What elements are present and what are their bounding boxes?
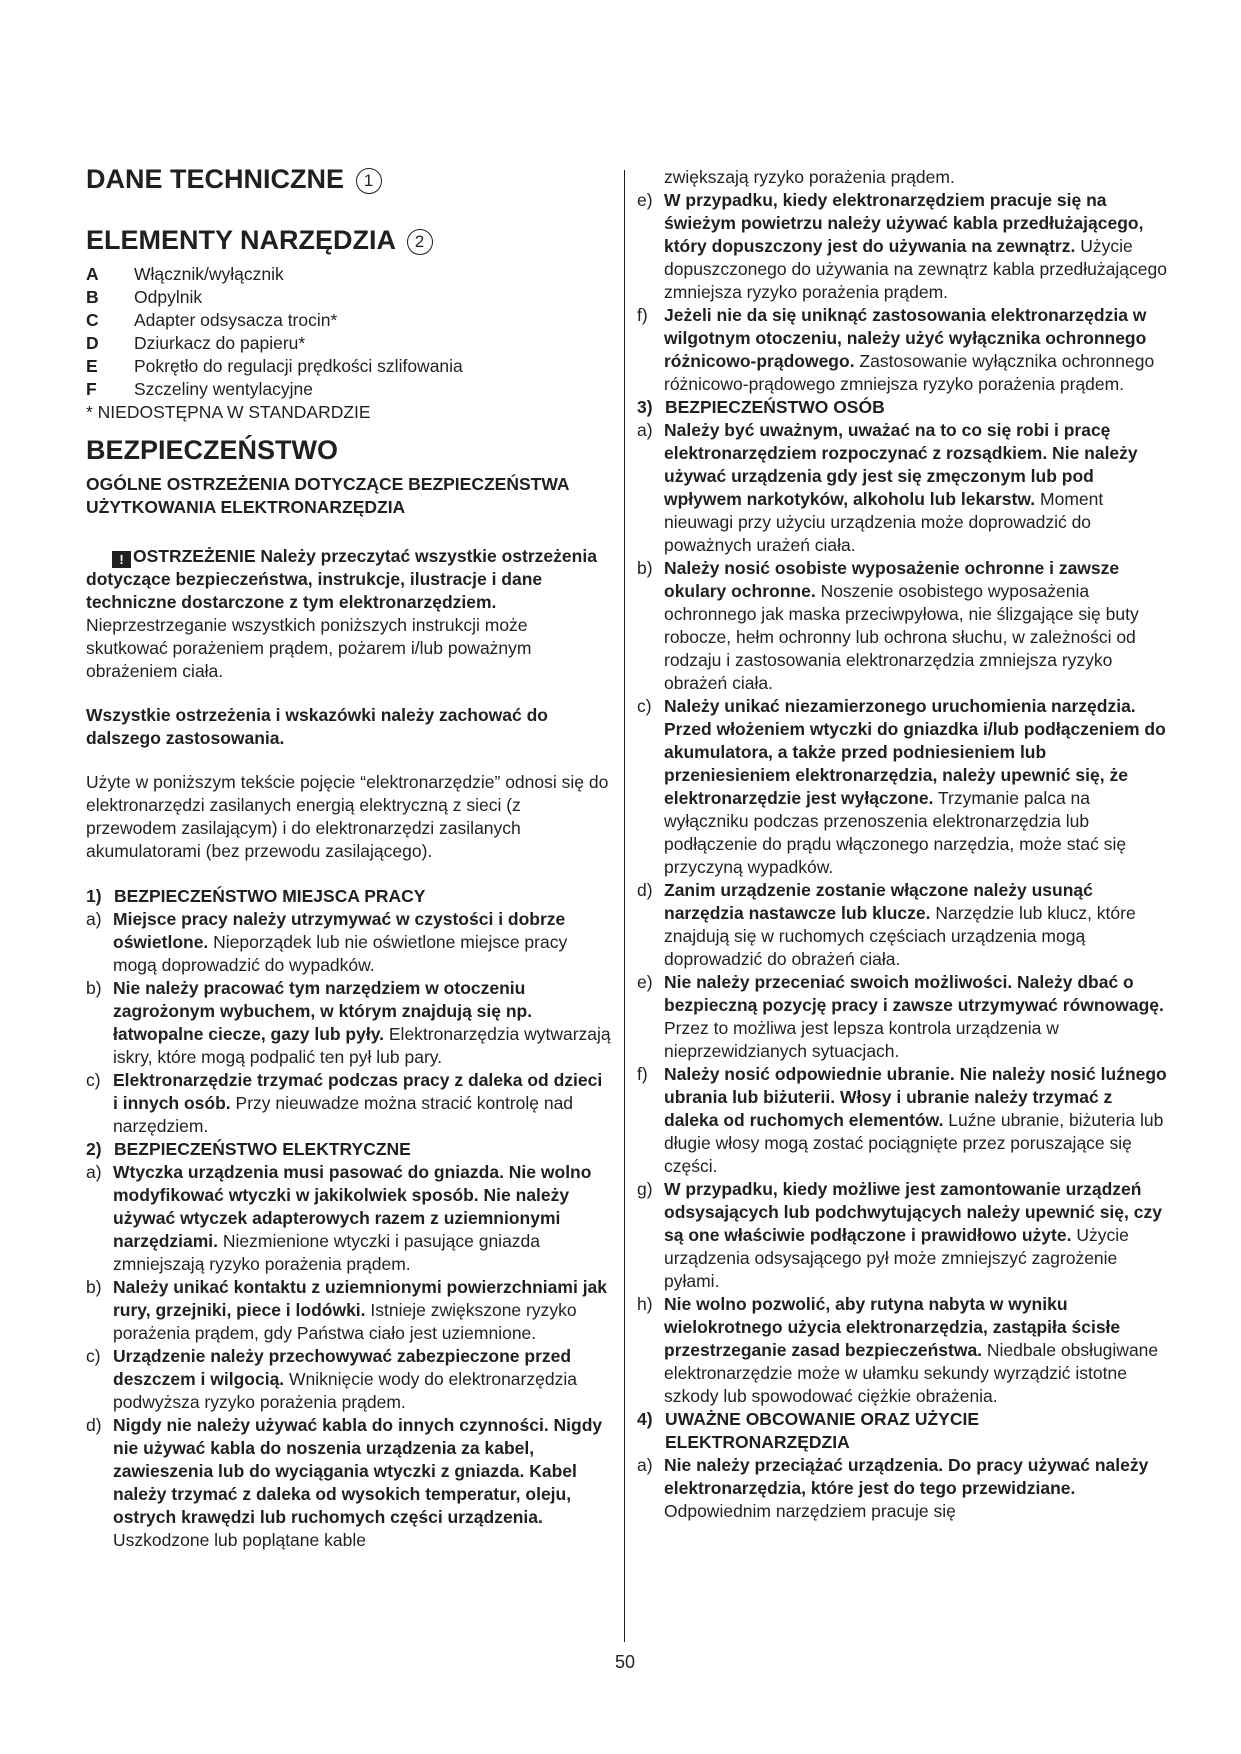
page-number: 50 bbox=[614, 1652, 636, 1672]
component-item: A Włącznik/wyłącznik bbox=[86, 264, 284, 284]
warning-paragraph: ! OSTRZEŻENIE Należy przeczytać wszystkie ostrzeżenia dotyczące bezpieczeństwa, instrukcje, ilustracje i dane techniczne dostarczone z tym elektronarzędziem. Nieprzestrzeganie wszystkich poniższych instrukcji może skutkować porażeniem prądem, pożarem i/lub poważnym obrażeniem ciała. bbox=[86, 546, 597, 681]
safety-item: a) Należy być uważnym, uważać na to co się robi i pracę elektronarzędziem rozpoczynać z rozsądkiem. Nie należy używać urządzenia gdy jest się zmęczonym lub pod wpływem narkotyków, alkoholu lub lekarstw. Moment nieuwagi przy użyciu urządzenia może doprowadzić do poważnych urażeń ciała. bbox=[637, 420, 1138, 555]
safety-heading: BEZPIECZEŃSTWO bbox=[86, 435, 339, 465]
safety-item: b) Należy nosić osobiste wyposażenie ochronne i zawsze okulary ochronne. Noszenie osobistego wyposażenia ochronnego jak maska przeciwpyłowa, nie ślizgające się buty robocze, hełm ochronny lub ochrona słuchu, w zależności od rodzaju i zastosowania elektronarzędzia zmniejsza ryzyko obrażeń ciała. bbox=[637, 558, 1139, 693]
continued-text: zwiększają ryzyko porażenia prądem. bbox=[664, 167, 955, 187]
component-item: B Odpylnik bbox=[86, 287, 203, 307]
term-definition-note: Użyte w poniższym tekście pojęcie “elektronarzędzie” odnosi się do elektronarzędzi zasilanych energią elektryczną z sieci (z przewodem zasilającym) i do elektronarzędzi zasilanych akumulatorami (bez przewodu zasilającego). bbox=[86, 772, 609, 861]
safety-item: b) Nie należy pracować tym narzędziem w otoczeniu zagrożonym wybuchem, w którym znajdują się np. łatwopalne ciecze, gazy lub pyły. Elektronarzędzia wytwarzają iskry, które mogą podpalić ten pył lub pary. bbox=[86, 978, 611, 1067]
right-column bbox=[637, 166, 1167, 1523]
technical-data-heading: DANE TECHNICZNE 1 bbox=[86, 163, 611, 196]
figure-1-ref: 1 bbox=[356, 168, 382, 194]
warning-triangle-icon: ! bbox=[112, 551, 131, 568]
component-item: F Szczeliny wentylacyjne bbox=[86, 379, 313, 399]
not-standard-note: * NIEDOSTĘPNA W STANDARDZIE bbox=[86, 402, 371, 422]
safety-item: a) Nie należy przeciążać urządzenia. Do pracy używać należy elektronarzędzia, które jest do tego przewidziane. Odpowiednim narzędziem pracuje się bbox=[637, 1455, 1149, 1521]
safety-item: c) Należy unikać niezamierzonego uruchomienia narzędzia. Przed włożeniem wtyczki do gniazdka i/lub podłączeniem do akumulatora, a także przed podniesieniem lub przeniesieniem elektronarzędzia, należy upewnić się, że elektronarzędzie jest wyłączone. Trzymanie palca na wyłączniku podczas przenoszenia elektronarzędzia lub podłączenie do prądu włączonego narzędzia, może stać się przyczyną wypadków. bbox=[637, 696, 1166, 877]
components-list bbox=[86, 263, 611, 401]
section-4: 4) UWAŻNE OBCOWANIE ORAZ UŻYCIE ELEKTRONARZĘDZIA a) Nie należy przeciążać urządzenia. Do pracy używać należy elektronarzędzia, które jest do tego przewidziane. Odpowiednim narzędziem pracuje się bbox=[637, 1408, 1167, 1523]
safety-item: e) W przypadku, kiedy elektronarzędziem pracuje się na świeżym powietrzu należy używać kabla przedłużającego, który dopuszczony jest do używania na zewnątrz. Użycie dopuszczonego do używania na zewnątrz kabla przedłużającego zmniejsza ryzyko porażenia prądem. bbox=[637, 190, 1167, 302]
safety-item: c) Urządzenie należy przechowywać zabezpieczone przed deszczem i wilgocią. Wniknięcie wody do elektronarzędzia podwyższa ryzyko porażenia prądem. bbox=[86, 1346, 577, 1412]
component-item: E Pokrętło do regulacji prędkości szlifowania bbox=[86, 356, 463, 376]
safety-item: c) Elektronarzędzie trzymać podczas pracy z daleka od dzieci i innych osób. Przy nieuwadze można stracić kontrolę nad narzędziem. bbox=[86, 1070, 603, 1136]
safety-item: g) W przypadku, kiedy możliwe jest zamontowanie urządzeń odsysających lub podchwytujących należy upewnić się, czy są one właściwie podłączone i prawidłowo użyte. Użycie urządzenia odsysającego pył może zmniejszyć zagrożenie pyłami. bbox=[637, 1179, 1162, 1291]
tool-components-heading: ELEMENTY NARZĘDZIA 2 bbox=[86, 224, 611, 257]
safety-item: e) Nie należy przeceniać swoich możliwości. Należy dbać o bezpieczną pozycję pracy i zawsze utrzymywać równowagę. Przez to możliwa jest lepsza kontrola urządzenia w nieprzewidzianych sytuacjach. bbox=[637, 972, 1164, 1061]
component-item: C Adapter odsysacza trocin* bbox=[86, 310, 338, 330]
safety-item: f) Jeżeli nie da się uniknąć zastosowania elektronarzędzia w wilgotnym otoczeniu, należy użyć wyłącznika ochronnego różnicowo-prądowego. Zastosowanie wyłącznika ochronnego różnicowo-prądowego zmniejsza ryzyko porażenia prądem. bbox=[637, 305, 1155, 394]
safety-item: f) Należy nosić odpowiednie ubranie. Nie należy nosić luźnego ubrania lub biżuterii. Włosy i ubranie należy trzymać z daleka od ruchomych elementów. Luźne ubranie, biżuteria lub długie włosy mogą zostać pociągnięte przez poruszające się części. bbox=[637, 1064, 1167, 1176]
section-2: 2) BEZPIECZEŃSTWO ELEKTRYCZNE a) Wtyczka urządzenia musi pasować do gniazda. Nie wolno modyfikować wtyczki w jakikolwiek sposób. Nie należy używać wtyczek adapterowych razem z uziemnionymi narzędziami. Niezmienione wtyczki i pasujące gniazda zmniejszają ryzyko porażenia prądem. b) Należy unikać kontaktu z uziemnionymi powierzchniami jak rury, grzejniki, piece i lodówki. Istnieje zwiększone ryzyko porażenia prądem, gdy Państwa ciało jest uziemnione. c) Urządzenie należy przechowywać zabezpieczone przed deszczem i wilgocią. Wniknięcie wody do elektronarzędzia podwyższa ryzyko porażenia prądem. d) Nigdy nie należy używać kabla do innych czynności. Nigdy nie używać kabla do noszenia urządzenia za kabel, zawieszenia lub do wyciągania wtyczki z gniazda. Kabel należy trzymać z daleka od wysokich temperatur, oleju, ostrych krawędzi lub ruchomych części urządzenia. Uszkodzone lub poplątane kable bbox=[86, 1138, 611, 1552]
keep-instructions-note: Wszystkie ostrzeżenia i wskazówki należy zachować do dalszego zastosowania. bbox=[86, 705, 548, 748]
left-column bbox=[86, 163, 611, 1552]
section-3: 3) BEZPIECZEŃSTWO OSÓB a) Należy być uważnym, uważać na to co się robi i pracę elektronarzędziem rozpoczynać z rozsądkiem. Nie należy używać urządzenia gdy jest się zmęczonym lub pod wpływem narkotyków, alkoholu lub lekarstw. Moment nieuwagi przy użyciu urządzenia może doprowadzić do poważnych urażeń ciała. b) Należy nosić osobiste wyposażenie ochronne i zawsze okulary ochronne. Noszenie osobistego wyposażenia ochronnego jak maska przeciwpyłowa, nie ślizgające się buty robocze, hełm ochronny lub ochrona słuchu, w zależności od rodzaju i zastosowania elektronarzędzia zmniejsza ryzyko obrażeń ciała. c) Należy unikać niezamierzonego uruchomienia narzędzia. Przed włożeniem wtyczki do gniazdka i/lub podłączeniem do akumulatora, a także przed podniesieniem lub przeniesieniem elektronarzędzia, należy upewnić się, że elektronarzędzie jest wyłączone. Trzymanie palca na wyłączniku podczas przenoszenia elektronarzędzia lub podłączenie do prądu włączonego narzędzia, może stać się przyczyną wypadków. d) Zanim urządzenie zostanie włączone należy usunąć narzędzia nastawcze lub klucze. Narzędzie lub klucz, które znajdują się w ruchomych częściach urządzenia mogą doprowadzić do obrażeń ciała. e) Nie należy przeceniać swoich możliwości. Należy dbać o bezpieczną pozycję pracy i zawsze utrzymywać równowagę. Przez to możliwa jest lepsza kontrola urządzenia w nieprzewidzianych sytuacjach. f) Należy nosić odpowiednie ubranie. Nie należy nosić luźnego ubrania lub biżuterii. Włosy i ubranie należy trzymać z daleka od ruchomych elementów. Luźne ubranie, biżuteria lub długie włosy mogą zostać pociągnięte przez poruszające się części. g) W przypadku, kiedy możliwe jest zamontowanie urządzeń odsysających lub podchwytujących należy upewnić się, czy są one właściwie podłączone i prawidłowo użyte. Użycie urządzenia odsysającego pył może zmniejszyć zagrożenie pyłami. h) Nie wolno pozwolić, aby rutyna nabyta w wyniku wielokrotnego użycia elektronarzędzia, zastąpiła ścisłe przestrzeganie zasad bezpieczeństwa. Niedbale obsługiwane elektronarzędzie może w ułamku sekundy wyrządzić istotne szkody lub spowodować ciężkie obrażenia. bbox=[637, 397, 1167, 1406]
safety-item: d) Nigdy nie należy używać kabla do innych czynności. Nigdy nie używać kabla do noszenia urządzenia za kabel, zawieszenia lub do wyciągania wtyczki z gniazda. Kabel należy trzymać z daleka od wysokich temperatur, oleju, ostrych krawędzi lub ruchomych części urządzenia. Uszkodzone lub poplątane kable bbox=[86, 1415, 603, 1550]
safety-item: a) Miejsce pracy należy utrzymywać w czystości i dobrze oświetlone. Nieporządek lub nie oświetlone miejsce pracy mogą doprowadzić do wypadków. bbox=[86, 909, 568, 975]
component-item: D Dziurkacz do papieru* bbox=[86, 333, 306, 353]
general-warnings-heading: OGÓLNE OSTRZEŻENIA DOTYCZĄCE BEZPIECZEŃSTWA UŻYTKOWANIA ELEKTRONARZĘDZIA bbox=[86, 474, 569, 517]
safety-item: b) Należy unikać kontaktu z uziemnionymi powierzchniami jak rury, grzejniki, piece i lodówki. Istnieje zwiększone ryzyko porażenia prądem, gdy Państwa ciało jest uziemnione. bbox=[86, 1277, 608, 1343]
section-1: 1) BEZPIECZEŃSTWO MIEJSCA PRACY a) Miejsce pracy należy utrzymywać w czystości i dobrze oświetlone. Nieporządek lub nie oświetlone miejsce pracy mogą doprowadzić do wypadków. b) Nie należy pracować tym narzędziem w otoczeniu zagrożonym wybuchem, w którym znajdują się np. łatwopalne ciecze, gazy lub pyły. Elektronarzędzia wytwarzają iskry, które mogą podpalić ten pył lub pary. c) Elektronarzędzie trzymać podczas pracy z daleka od dzieci i innych osób. Przy nieuwadze można stracić kontrolę nad narzędziem. bbox=[86, 886, 611, 1136]
safety-item: a) Wtyczka urządzenia musi pasować do gniazda. Nie wolno modyfikować wtyczki w jakikolwiek sposób. Nie należy używać wtyczek adapterowych razem z uziemnionymi narzędziami. Niezmienione wtyczki i pasujące gniazda zmniejszają ryzyko porażenia prądem. bbox=[86, 1162, 592, 1274]
safety-item: h) Nie wolno pozwolić, aby rutyna nabyta w wyniku wielokrotnego użycia elektronarzędzia, zastąpiła ścisłe przestrzeganie zasad bezpieczeństwa. Niedbale obsługiwane elektronarzędzie może w ułamku sekundy wyrządzić istotne szkody lub spowodować ciężkie obrażenia. bbox=[637, 1294, 1159, 1406]
figure-2-ref: 2 bbox=[407, 229, 433, 255]
column-divider bbox=[624, 170, 625, 1642]
safety-item: d) Zanim urządzenie zostanie włączone należy usunąć narzędzia nastawcze lub klucze. Narzędzie lub klucz, które znajdują się w ruchomych częściach urządzenia mogą doprowadzić do obrażeń ciała. bbox=[637, 880, 1136, 969]
